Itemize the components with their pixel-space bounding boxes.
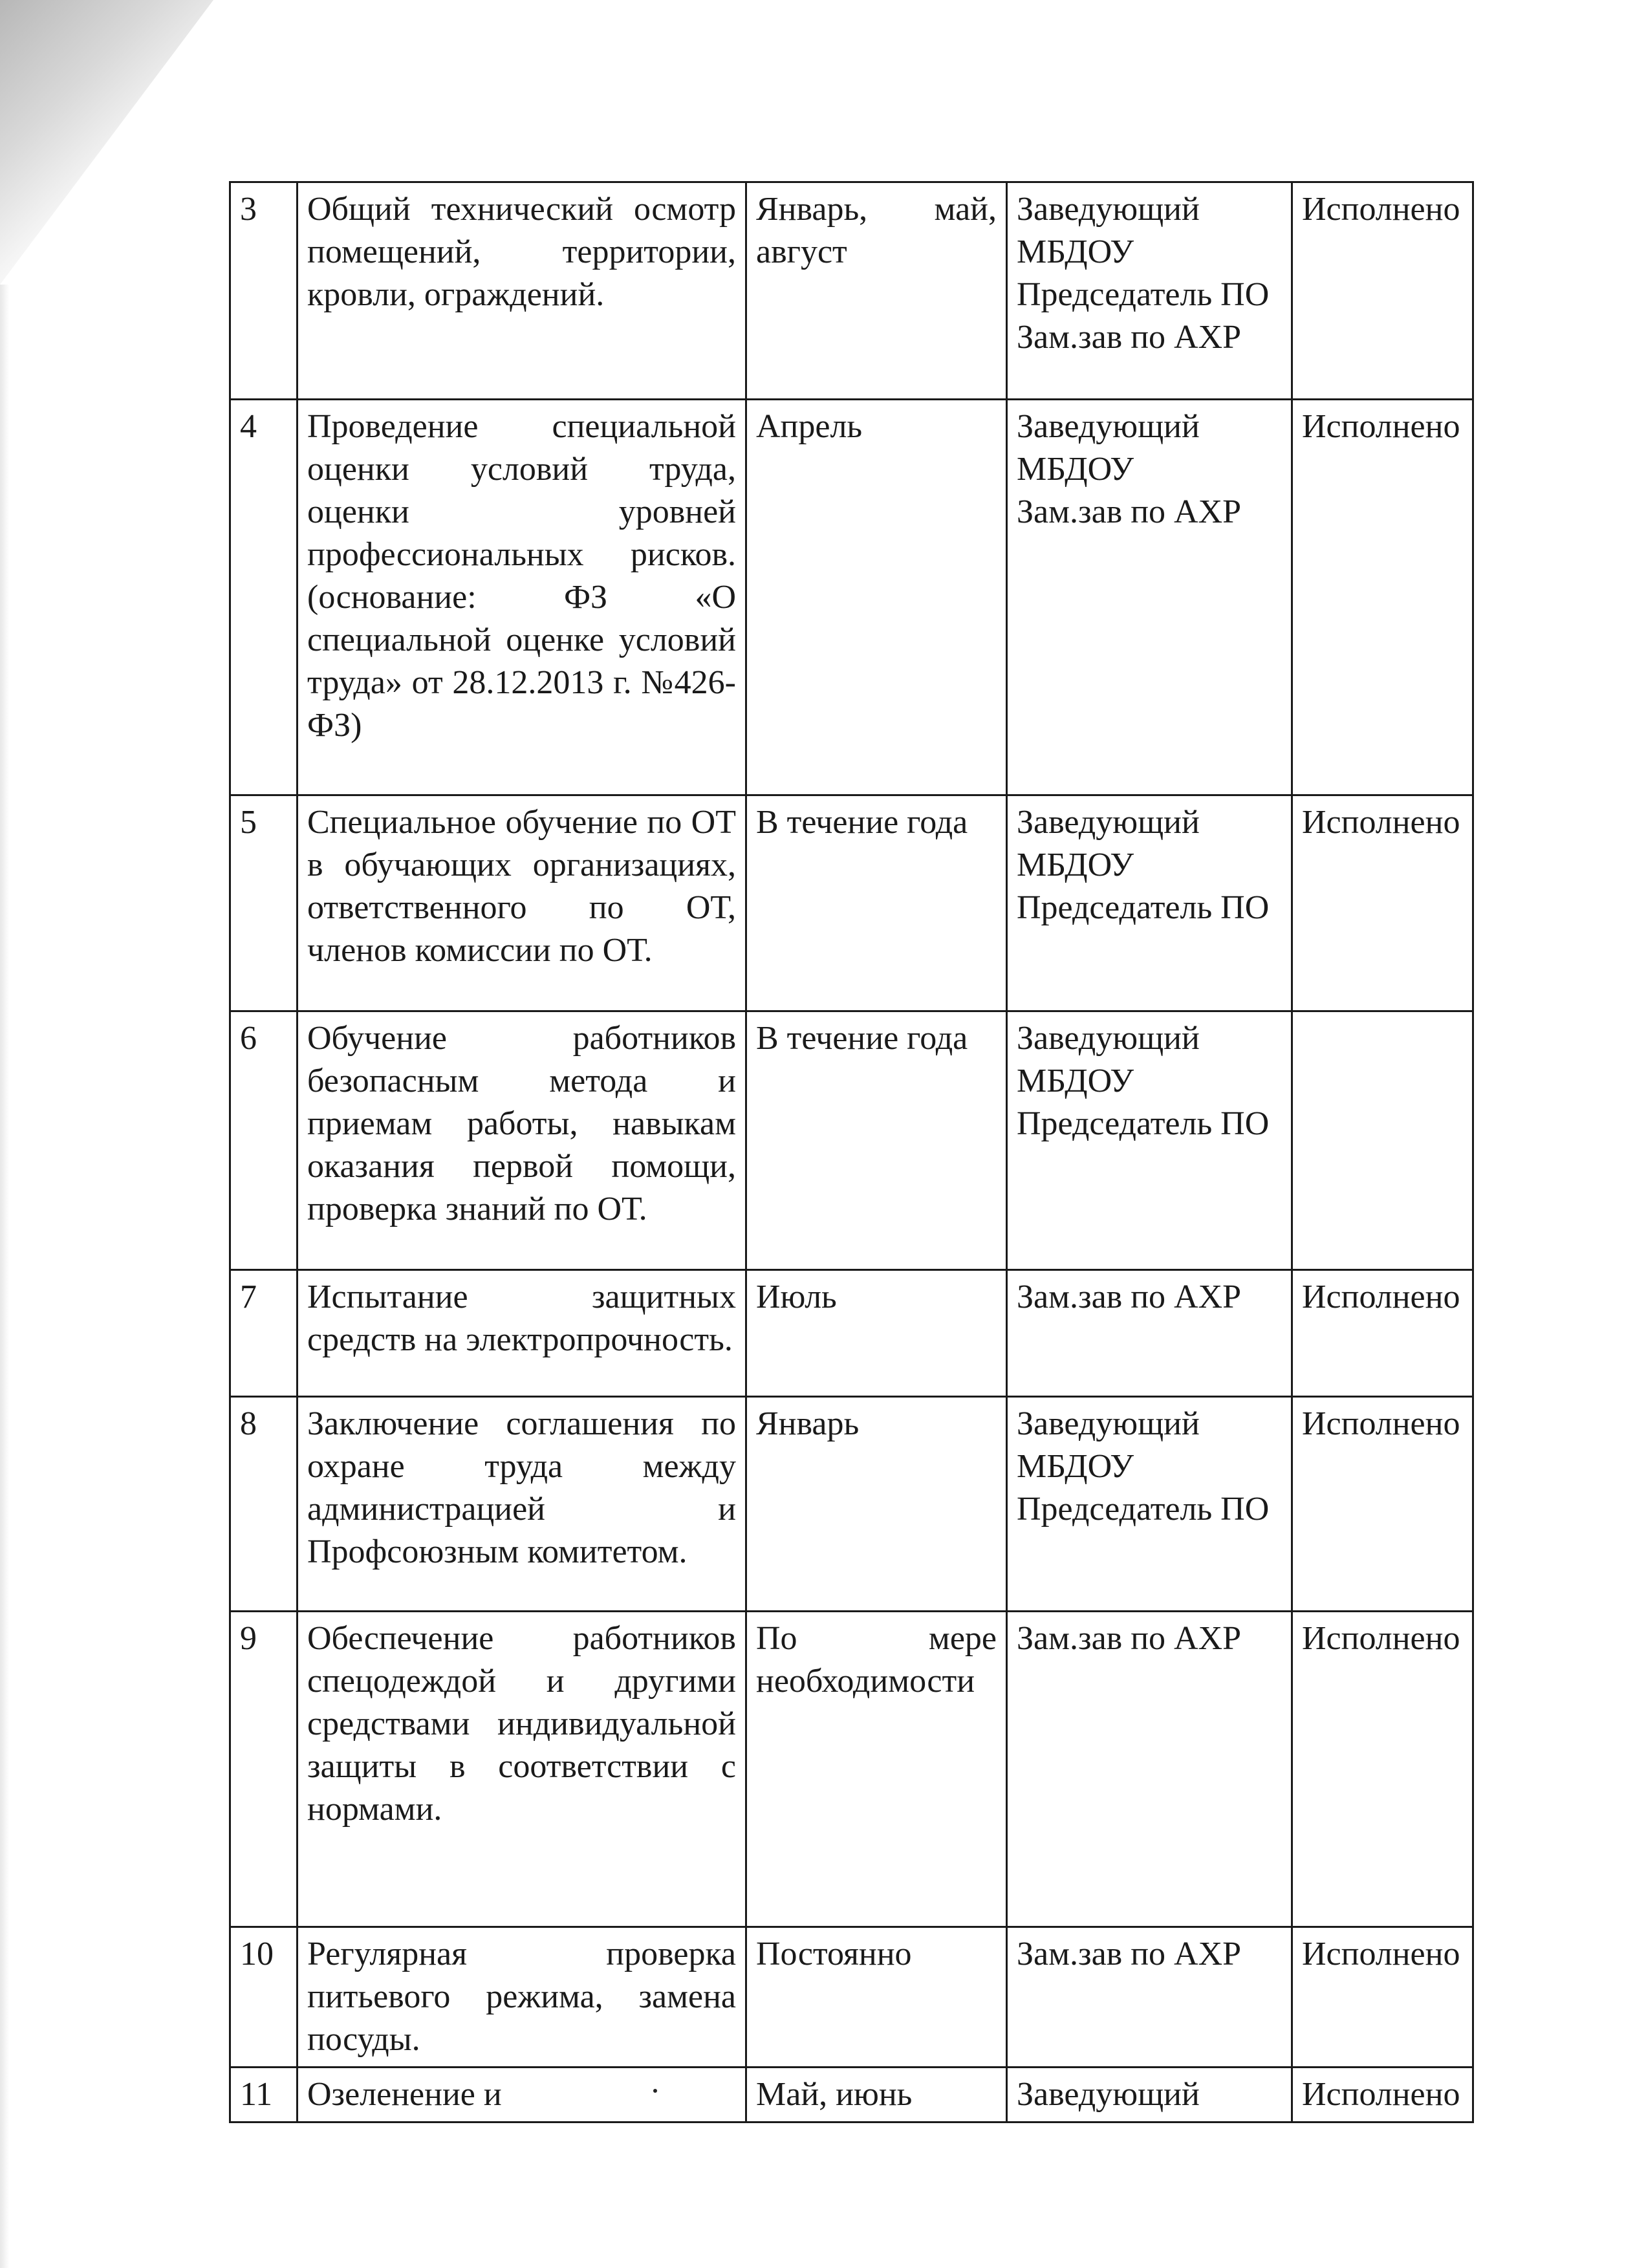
status-cell: Исполнено	[1292, 1612, 1473, 1927]
responsible-cell	[1007, 1270, 1292, 1397]
row-number: 11	[230, 2068, 298, 2122]
responsible-cell	[1007, 182, 1292, 400]
activity-cell: Обучение работников безопасным метода и приемам работы, навыкам оказания первой помощи, проверка знаний по ОТ.	[298, 1011, 746, 1270]
table-row	[230, 182, 1473, 400]
row-number: 7	[230, 1270, 298, 1397]
responsible-cell	[1007, 795, 1292, 1011]
term-cell: Январь	[746, 1397, 1007, 1612]
responsible-cell	[1007, 1927, 1292, 2068]
row-number: 8	[230, 1397, 298, 1612]
responsible-cell	[1007, 1011, 1292, 1270]
activity-cell: Общий технический осмотр помещений, территории, кровли, ограждений.	[298, 182, 746, 400]
term-cell: Апрель	[746, 400, 1007, 795]
responsible-line: Председатель ПО	[1017, 276, 1270, 313]
status-cell: Исполнено	[1292, 1270, 1473, 1397]
status-cell: Исполнено	[1292, 795, 1473, 1011]
responsible-line: Заведующий МБДОУ	[1017, 1020, 1200, 1099]
status-cell: Исполнено	[1292, 2068, 1473, 2122]
term-cell: В течение года	[746, 795, 1007, 1011]
activity-cell: Испытание защитных средств на электропрочность.	[298, 1270, 746, 1397]
labor-safety-table	[229, 181, 1474, 2123]
table-row	[230, 1612, 1473, 1927]
status-cell: Исполнено	[1292, 1397, 1473, 1612]
responsible-line: Заведующий МБДОУ	[1017, 804, 1200, 883]
activity-cell: Обеспечение работников спецодеждой и другими средствами индивидуальной защиты в соответствии с нормами.	[298, 1612, 746, 1927]
responsible-line: Зам.зав по АХР	[1017, 1936, 1242, 1972]
scan-shadow	[0, 0, 213, 285]
status-cell: Исполнено	[1292, 182, 1473, 400]
table-row	[230, 2068, 1473, 2122]
row-number: 4	[230, 400, 298, 795]
term-cell: В течение года	[746, 1011, 1007, 1270]
term-cell: Постоянно	[746, 1927, 1007, 2068]
term-cell: Январь, май, август	[746, 182, 1007, 400]
table-row	[230, 1397, 1473, 1612]
scan-edge	[0, 285, 9, 2268]
responsible-line: Заведующий МБДОУ	[1017, 408, 1200, 488]
activity-cell: Специальное обучение по ОТ в обучающих организациях, ответственного по ОТ, членов комиссии по ОТ.	[298, 795, 746, 1011]
responsible-cell	[1007, 1397, 1292, 1612]
table-row	[230, 1270, 1473, 1397]
row-number: 9	[230, 1612, 298, 1927]
status-cell: Исполнено	[1292, 1927, 1473, 2068]
status-cell	[1292, 1011, 1473, 1270]
responsible-cell	[1007, 400, 1292, 795]
row-number: 10	[230, 1927, 298, 2068]
term-cell: По мере необходимости	[746, 1612, 1007, 1927]
table-row	[230, 1011, 1473, 1270]
responsible-line: Председатель ПО	[1017, 1491, 1270, 1528]
responsible-line: Зам.зав по АХР	[1017, 1279, 1242, 1315]
responsible-line: Зам.зав по АХР	[1017, 1620, 1242, 1657]
row-number: 3	[230, 182, 298, 400]
term-cell: Июль	[746, 1270, 1007, 1397]
table-row	[230, 1927, 1473, 2068]
responsible-line: Председатель ПО	[1017, 889, 1270, 926]
responsible-line: Заведующий	[1017, 2076, 1200, 2113]
responsible-line: Заведующий МБДОУ	[1017, 1405, 1200, 1485]
status-cell: Исполнено	[1292, 400, 1473, 795]
responsible-cell	[1007, 2068, 1292, 2122]
responsible-line: Зам.зав по АХР	[1017, 319, 1242, 356]
activity-cell: Озеленение и	[298, 2068, 746, 2122]
activity-cell: Регулярная проверка питьевого режима, замена посуды.	[298, 1927, 746, 2068]
responsible-line: Заведующий МБДОУ	[1017, 191, 1200, 270]
term-cell: Май, июнь	[746, 2068, 1007, 2122]
responsible-cell	[1007, 1612, 1292, 1927]
responsible-line: Зам.зав по АХР	[1017, 493, 1242, 530]
row-number: 6	[230, 1011, 298, 1270]
table-row	[230, 795, 1473, 1011]
activity-cell: Заключение соглашения по охране труда между администрацией и Профсоюзным комитетом.	[298, 1397, 746, 1612]
activity-cell: Проведение специальной оценки условий труда, оценки уровней профессиональных рисков. (основание: ФЗ «О специальной оценке условий труда» от 28.12.2013 г. №426- ФЗ)	[298, 400, 746, 795]
row-number: 5	[230, 795, 298, 1011]
table-row	[230, 400, 1473, 795]
responsible-line: Председатель ПО	[1017, 1105, 1270, 1142]
